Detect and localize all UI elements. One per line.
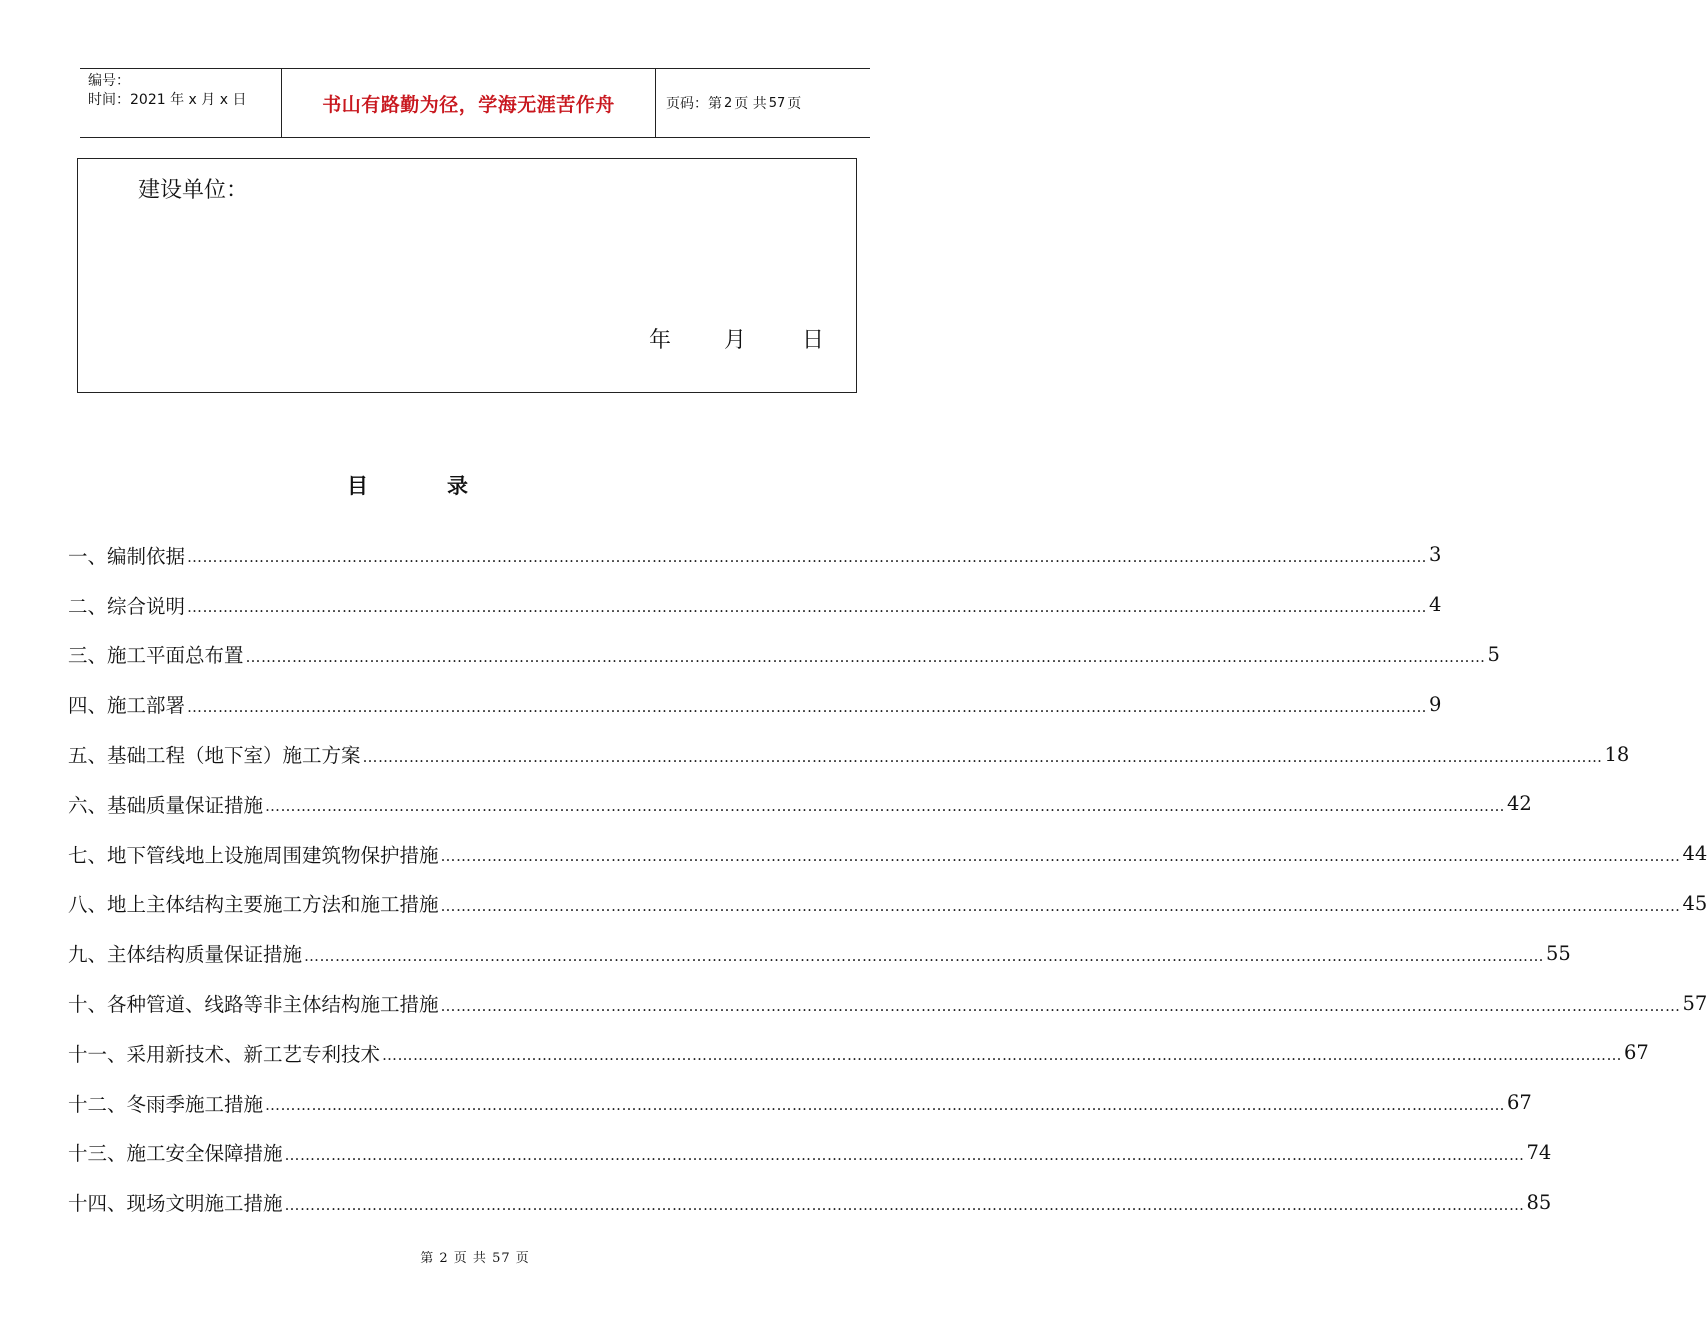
toc-leader-dots: …………………………………………………………………………………………………………………………………………………………………………………………………………………… [440, 996, 1681, 1015]
toc-entry-page: 67 [1624, 1041, 1649, 1065]
toc-entry[interactable] [68, 779, 1532, 829]
toc-entry[interactable] [68, 978, 1707, 1028]
toc-entry-label: 十一、采用新技术、新工艺专利技术 [68, 1042, 381, 1066]
toc-entry[interactable] [68, 580, 1442, 630]
toc-entry-page: 5 [1487, 642, 1500, 666]
toc-entry-label: 十、各种管道、线路等非主体结构施工措施 [68, 993, 439, 1017]
header-motto: 书山有路勤为径，学海无涯苦作舟 [282, 69, 656, 137]
toc-leader-dots: …………………………………………………………………………………………………………………………………………………………………………………………………………………… [362, 747, 1603, 766]
toc-entry[interactable] [68, 729, 1630, 779]
page-current: 2 [724, 95, 733, 111]
page-prefix: 页码：第 [666, 96, 722, 112]
footer-mid: 页 共 [453, 1251, 487, 1266]
number-label: 编号： [88, 73, 130, 89]
page-mid: 页 共 [734, 96, 767, 112]
toc-entry[interactable] [68, 879, 1707, 929]
toc-leader-dots: …………………………………………………………………………………………………………………………………………………………………………………………………………………… [382, 1046, 1623, 1065]
page-total: 57 [768, 95, 786, 111]
toc-list [68, 530, 1707, 1227]
toc-entry-label: 七、地下管线地上设施周围建筑物保护措施 [68, 843, 439, 867]
toc-leader-dots: …………………………………………………………………………………………………………………………………………………………………………………………………………………… [284, 1195, 1525, 1214]
toc-entry[interactable] [68, 1028, 1649, 1078]
toc-entry-page: 18 [1604, 742, 1630, 766]
toc-entry-label: 五、基础工程（地下室）施工方案 [68, 744, 361, 768]
toc-entry-label: 二、综合说明 [68, 594, 186, 618]
date-month: 月 [724, 328, 747, 353]
toc-entry-page: 9 [1429, 692, 1442, 716]
toc-entry-label: 八、地上主体结构主要施工方法和施工措施 [68, 893, 439, 917]
toc-leader-dots: …………………………………………………………………………………………………………………………………………………………………………………………………………………… [187, 697, 1428, 716]
toc-entry-label: 三、施工平面总布置 [68, 644, 244, 668]
toc-entry-label: 十二、冬雨季施工措施 [68, 1092, 264, 1116]
toc-entry[interactable] [68, 530, 1442, 580]
toc-entry-label: 十四、现场文明施工措施 [68, 1192, 283, 1216]
toc-entry[interactable] [68, 1128, 1552, 1178]
page-header [80, 68, 870, 138]
toc-leader-dots: …………………………………………………………………………………………………………………………………………………………………………………………………………………… [187, 598, 1428, 617]
toc-entry[interactable] [68, 1078, 1532, 1128]
toc-entry-page: 42 [1507, 792, 1532, 816]
toc-entry[interactable] [68, 679, 1442, 729]
toc-entry-page: 4 [1429, 593, 1442, 617]
toc-entry-label: 九、主体结构质量保证措施 [68, 943, 303, 967]
page-footer [0, 1247, 950, 1266]
toc-entry-page: 57 [1682, 991, 1707, 1015]
toc-title-left: 目 [347, 474, 368, 498]
footer-current: 2 [439, 1251, 449, 1266]
time-label: 时间：2021 年 x 月 x 日 [88, 92, 247, 108]
date-day: 日 [802, 328, 825, 353]
signature-box [77, 158, 857, 393]
header-meta [80, 69, 282, 137]
footer-prefix: 第 [420, 1251, 435, 1266]
toc-leader-dots: …………………………………………………………………………………………………………………………………………………………………………………………………………………… [187, 548, 1428, 567]
construction-unit-label: 建设单位： [138, 178, 249, 203]
toc-leader-dots: …………………………………………………………………………………………………………………………………………………………………………………………………………………… [265, 1096, 1506, 1115]
toc-entry-label: 六、基础质量保证措施 [68, 793, 264, 817]
toc-entry-label: 四、施工部署 [68, 694, 186, 718]
toc-entry-page: 74 [1526, 1140, 1552, 1164]
toc-leader-dots: …………………………………………………………………………………………………………………………………………………………………………………………………………………… [265, 797, 1506, 816]
toc-entry[interactable] [68, 1177, 1552, 1227]
toc-entry[interactable] [68, 928, 1571, 978]
toc-entry-page: 67 [1507, 1091, 1532, 1115]
toc-entry-page: 45 [1682, 891, 1707, 915]
toc-leader-dots: …………………………………………………………………………………………………………………………………………………………………………………………………………………… [304, 946, 1545, 965]
toc-entry-page: 55 [1546, 941, 1571, 965]
page-suffix: 页 [787, 96, 802, 112]
toc-entry[interactable] [68, 829, 1707, 879]
toc-leader-dots: …………………………………………………………………………………………………………………………………………………………………………………………………………………… [245, 647, 1486, 666]
toc-entry-label: 一、编制依据 [68, 544, 186, 568]
toc-entry-page: 85 [1526, 1190, 1552, 1214]
toc-entry-page: 44 [1682, 842, 1707, 866]
footer-total: 57 [492, 1251, 511, 1266]
toc-title-right: 录 [447, 474, 468, 498]
toc-entry-label: 十三、施工安全保障措施 [68, 1142, 283, 1166]
toc-leader-dots: …………………………………………………………………………………………………………………………………………………………………………………………………………………… [284, 1145, 1525, 1164]
footer-suffix: 页 [515, 1251, 530, 1266]
header-page-info [656, 69, 870, 137]
toc-entry-page: 3 [1429, 543, 1442, 567]
date-year: 年 [649, 328, 672, 353]
toc-entry[interactable] [68, 630, 1500, 680]
toc-leader-dots: …………………………………………………………………………………………………………………………………………………………………………………………………………………… [440, 896, 1681, 915]
toc-leader-dots: …………………………………………………………………………………………………………………………………………………………………………………………………………………… [440, 847, 1681, 866]
